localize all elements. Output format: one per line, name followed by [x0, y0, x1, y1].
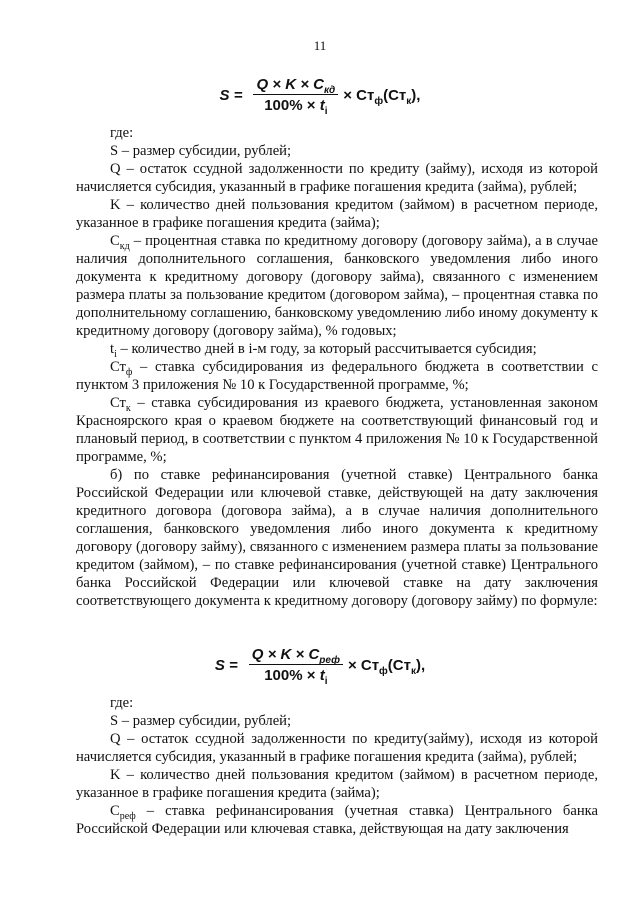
def-k: K – количество дней пользования кредитом (займом) в расчетном периоде, указанное в графике погашения кредита (займа);	[76, 197, 598, 231]
def-q: Q – остаток ссудной задолженности по кредиту (займу), исходя из которой начисляется субсидия, указанный в графике погашения кредита (займа), рублей;	[76, 161, 598, 195]
page-number: 11	[313, 38, 327, 53]
subsidy-formula-2	[0, 646, 640, 687]
item-b-paragraph: б) по ставке рефинансирования (учетной ставке) Центрального банка Российской Федерации или ключевой ставке, действующей на дату заключения кредитного договора (договора займа), а в случае наличия дополнительного соглашения, банковского уведомления либо иного документа к кредитному договору (договору займу), связанного с изменением размера платы за пользование кредитом (займом), – по ставке рефинансирования (учетной ставке) Центрального банка Российской Федерации или ключевой ставке на дату заключения соответствующего документа к кредитному договору (договору займу) по формуле:	[76, 467, 598, 609]
def-ckd: $С_{кд}$ – процентная ставка по кредитному договору (договору займа), а в случае наличия дополнительного соглашения, банковского уведомления либо иного документа к кредитному договору (договору займа), связанного с изменением размера платы за пользование кредитом (договором займа), – процентная ставка по дополнительному соглашению, банковскому уведомлению либо иному документу к кредитному договору (договору займа), % годовых;	[76, 233, 598, 339]
definitions-block-2	[76, 694, 598, 838]
def-k: K – количество дней пользования кредитом (займом) в расчетном периоде, указанное в графике погашения кредита (займа);	[76, 767, 598, 801]
formula-lhs: S =	[214, 656, 238, 674]
formula-denominator: $100\% \times t_i$	[264, 667, 328, 687]
def-ti: $t_i$ – количество дней в i-м году, за который рассчитывается субсидия;	[110, 341, 537, 360]
formula-numerator: $Q \times K \times C_{кд}$	[253, 76, 338, 95]
where-label: где:	[110, 695, 134, 711]
def-stk: $Ст_к$ – ставка субсидирования из краевого бюджета, установленная законом Красноярского края о краевом бюджете на соответствующий финансовый год и плановый период, в соответствии с пунктом 4 приложения № 10 к Государственной программе, %;	[76, 395, 598, 465]
def-s: S – размер субсидии, рублей;	[110, 143, 292, 159]
formula-fraction	[253, 76, 338, 117]
formula-numerator: $Q \times K \times C_{реф}$	[249, 646, 343, 665]
where-label: где:	[110, 125, 134, 141]
def-s: S – размер субсидии, рублей;	[110, 713, 292, 729]
subsidy-formula-1	[0, 76, 640, 117]
formula-lhs: S =	[219, 86, 243, 104]
def-cref: $С_{реф}$ – ставка рефинансирования (учетная ставка) Центрального банка Российской Федерации или ключевая ставка, действующая на дату заключения	[76, 803, 598, 837]
def-stf: $Ст_ф$ – ставка субсидирования из федерального бюджета в соответствии с пунктом 3 приложения № 10 к Государственной программе, %;	[76, 359, 598, 393]
formula-denominator: $100\% \times t_i$	[264, 97, 328, 117]
formula-fraction	[249, 646, 343, 687]
def-q: Q – остаток ссудной задолженности по кредиту(займу), исходя из которой начисляется субсидия, указанный в графике погашения кредита (займа), рублей;	[76, 731, 598, 765]
formula-multiplier: × $Ст_ф(Ст_к)$,	[343, 86, 421, 107]
definitions-block-1	[76, 124, 598, 610]
formula-multiplier: × $Ст_ф(Ст_к)$,	[347, 656, 426, 677]
